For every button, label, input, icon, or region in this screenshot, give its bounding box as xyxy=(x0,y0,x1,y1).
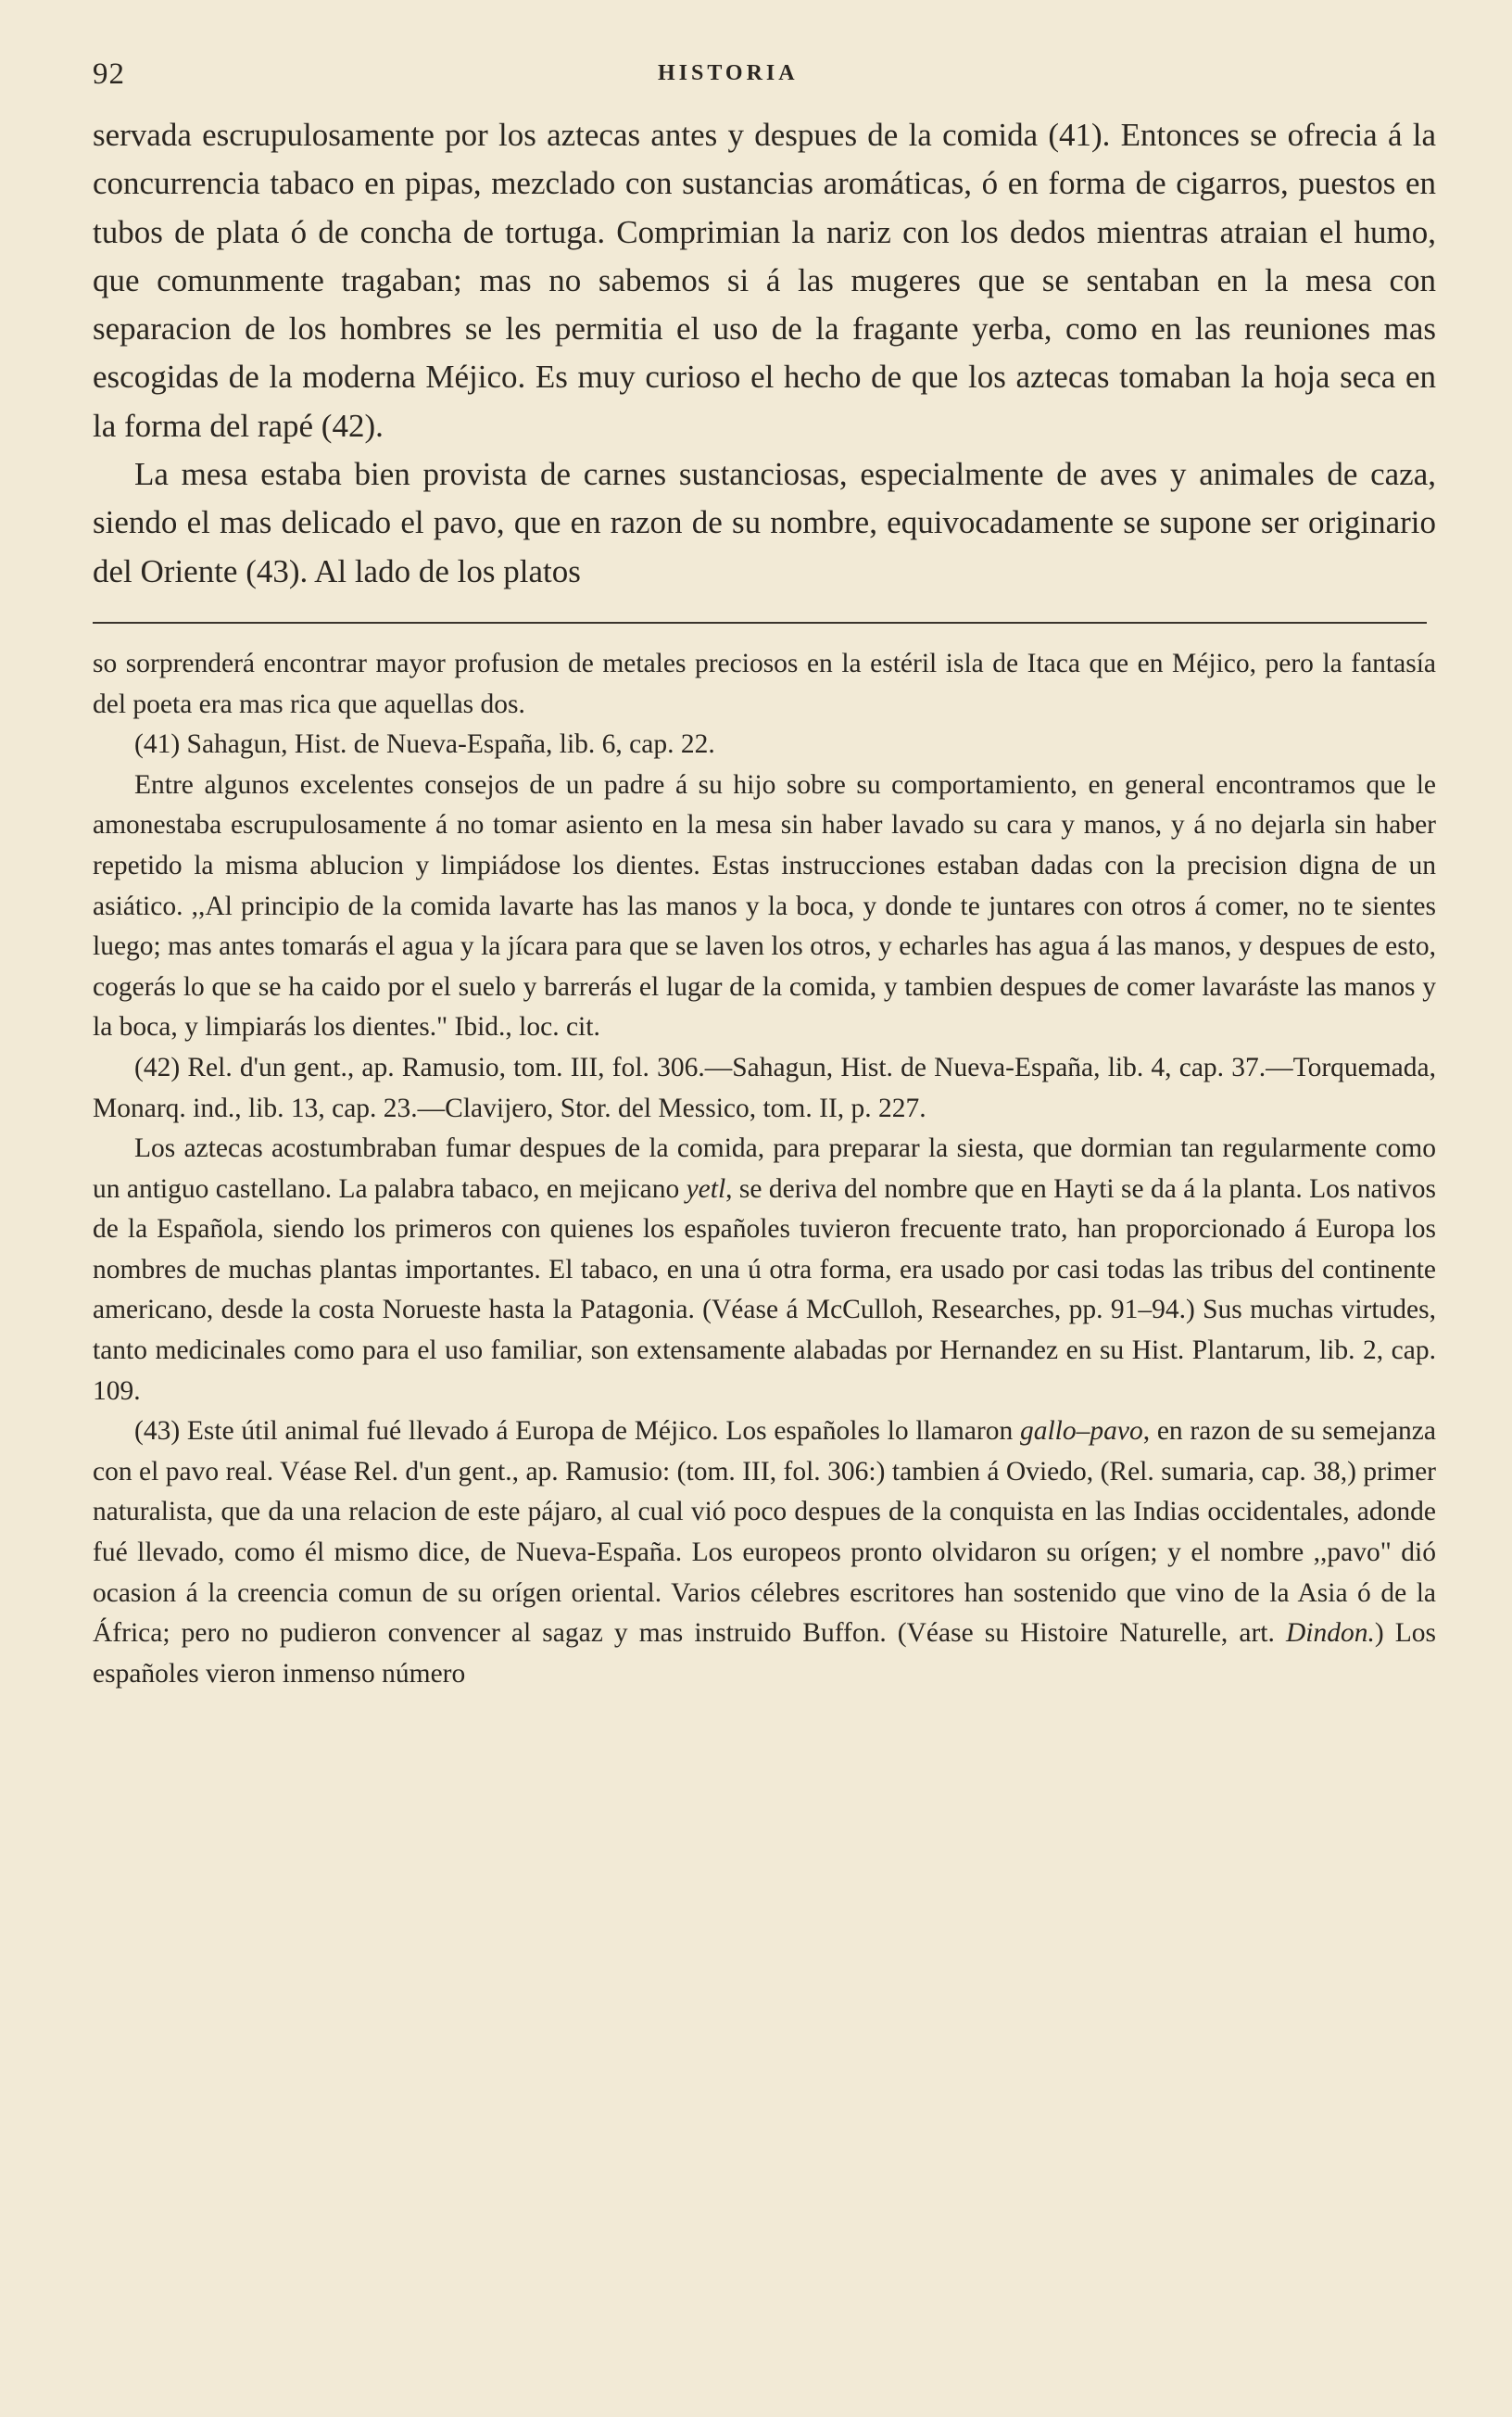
footnote-42 xyxy=(93,1048,1436,1129)
footnote-41-number: (41) xyxy=(134,729,181,760)
main-text xyxy=(93,111,1436,596)
footnote-43-b: , en razon de su semejanza con el pavo real. Véase Rel. d'un gent., ap. Ramusio: (tom. III, fol. 306:) tambien á Oviedo, (Rel. sumaria, cap. 38,) primer naturalista, que da una relacion de este pájaro, al cual vió poco despues de la conquista en las Indias occidentales, adonde fué llevado, como él mismo dice, de Nueva-España. Los europeos pronto olvidaron su orígen; y el nombre ,,pavo" dió ocasion á la creencia comun de su orígen oriental. Varios célebres escritores han sostenido que vino de la Asia ó de la África; pero no pudieron convencer al sagaz y mas instruido Buffon. (Véase su Histoire Naturelle, art. xyxy=(93,1416,1436,1649)
main-paragraph-2: La mesa estaba bien provista de carnes sustanciosas, especialmente de aves y animales de caza, siendo el mas delicado el pavo, que en razon de su nombre, equivocadamente se supone ser originario del Oriente (43). Al lado de los platos xyxy=(93,456,1436,589)
footnote-42-italic-yetl: yetl xyxy=(686,1173,726,1204)
book-page xyxy=(93,57,1436,1694)
footnote-41-text: Sahagun, Hist. de Nueva-España, lib. 6, cap. 22. xyxy=(186,729,715,760)
footnote-42-para-b: , se deriva del nombre que en Hayti se da á la planta. Los nativos de la Española, siendo los primeros con quienes los españoles tuvieron frecuente trato, han proporcionado á Europa los nombres de muchas plantas importantes. El tabaco, en una ú otra forma, era usado por casi todas las tribus del continente americano, desde la costa Norueste hasta la Patagonia. (Véase á McCulloh, Researches, pp. 91–94.) Sus muchas virtudes, tanto medicinales como para el uso familiar, son extensamente alabadas por Hernandez en su Hist. Plantarum, lib. 2, cap. 109. xyxy=(93,1173,1436,1406)
main-paragraph-1: servada escrupulosamente por los aztecas antes y despues de la comida (41). Entonces se ofrecia á la concurrencia tabaco en pipas, mezclado con sustancias aromáticas, ó en forma de cigarros, puestos en tubos de plata ó de concha de tortuga. Comprimian la nariz con los dedos mientras atraian el humo, que comunmente tragaban; mas no sabemos si á las mugeres que se sentaban en la mesa con separacion de los hombres se les permitia el uso de la fragante yerba, como en las reuniones mas escogidas de la moderna Méjico. Es muy curioso el hecho de que los aztecas tomaban la hoja seca en la forma del rapé (42). xyxy=(93,117,1436,444)
footnote-43-italic-dindon: Dindon. xyxy=(1285,1618,1375,1649)
footnote-continuation: so sorprenderá encontrar mayor profusion de metales preciosos en la estéril isla de Itaca que en Méjico, pero la fantasía del poeta era mas rica que aquellas dos. xyxy=(93,648,1436,719)
footnote-42-paragraph xyxy=(93,1129,1436,1411)
page-number: 92 xyxy=(93,57,125,91)
footnote-41 xyxy=(93,725,1436,766)
footnote-43-c: ) Los españoles vieron inmenso número xyxy=(93,1618,1436,1689)
running-title: HISTORIA xyxy=(658,61,799,85)
footnote-43-a: Este útil animal fué llevado á Europa de Méjico. Los españoles lo llamaron xyxy=(186,1416,1020,1447)
footnote-42-text: Rel. d'un gent., ap. Ramusio, tom. III, fol. 306.—Sahagun, Hist. de Nueva-España, lib. 4, cap. 37.—Torquemada, Monarq. ind., lib. 13, cap. 23.—Clavijero, Stor. del Messico, tom. II, p. 227. xyxy=(93,1052,1436,1123)
footnotes xyxy=(93,644,1436,1694)
footnote-43 xyxy=(93,1411,1436,1694)
running-head xyxy=(93,57,1436,106)
footnote-separator xyxy=(93,622,1427,624)
footnote-42-number: (42) xyxy=(134,1052,181,1082)
footnote-41-paragraph: Entre algunos excelentes consejos de un padre á su hijo sobre su comportamiento, en general encontramos que le amonestaba escrupulosamente á no tomar asiento en la mesa sin haber lavado su cara y manos, y á no dejarla sin haber repetido la misma ablucion y limpiádose los dientes. Estas instrucciones estaban dadas con la precision digna de un asiático. ,,Al principio de la comida lavarte has las manos y la boca, y donde te juntares con otros á comer, no te sientes luego; mas antes tomarás el agua y la jícara para que se laven los otros, y echarles has agua á las manos, y despues de esto, cogerás lo que se ha caido por el suelo y barrerás el lugar de la comida, y tambien despues de comer lavaráste las manos y la boca, y limpiarás los dientes." Ibid., loc. cit. xyxy=(93,769,1436,1043)
footnote-42-para-a: Los aztecas acostumbraban fumar despues de la comida, para preparar la siesta, que dormian tan regularmente como un antiguo castellano. La palabra tabaco, en mejicano xyxy=(93,1133,1436,1204)
footnote-43-italic-gallo-pavo: gallo–pavo xyxy=(1019,1416,1143,1447)
footnote-43-number: (43) xyxy=(134,1416,181,1447)
